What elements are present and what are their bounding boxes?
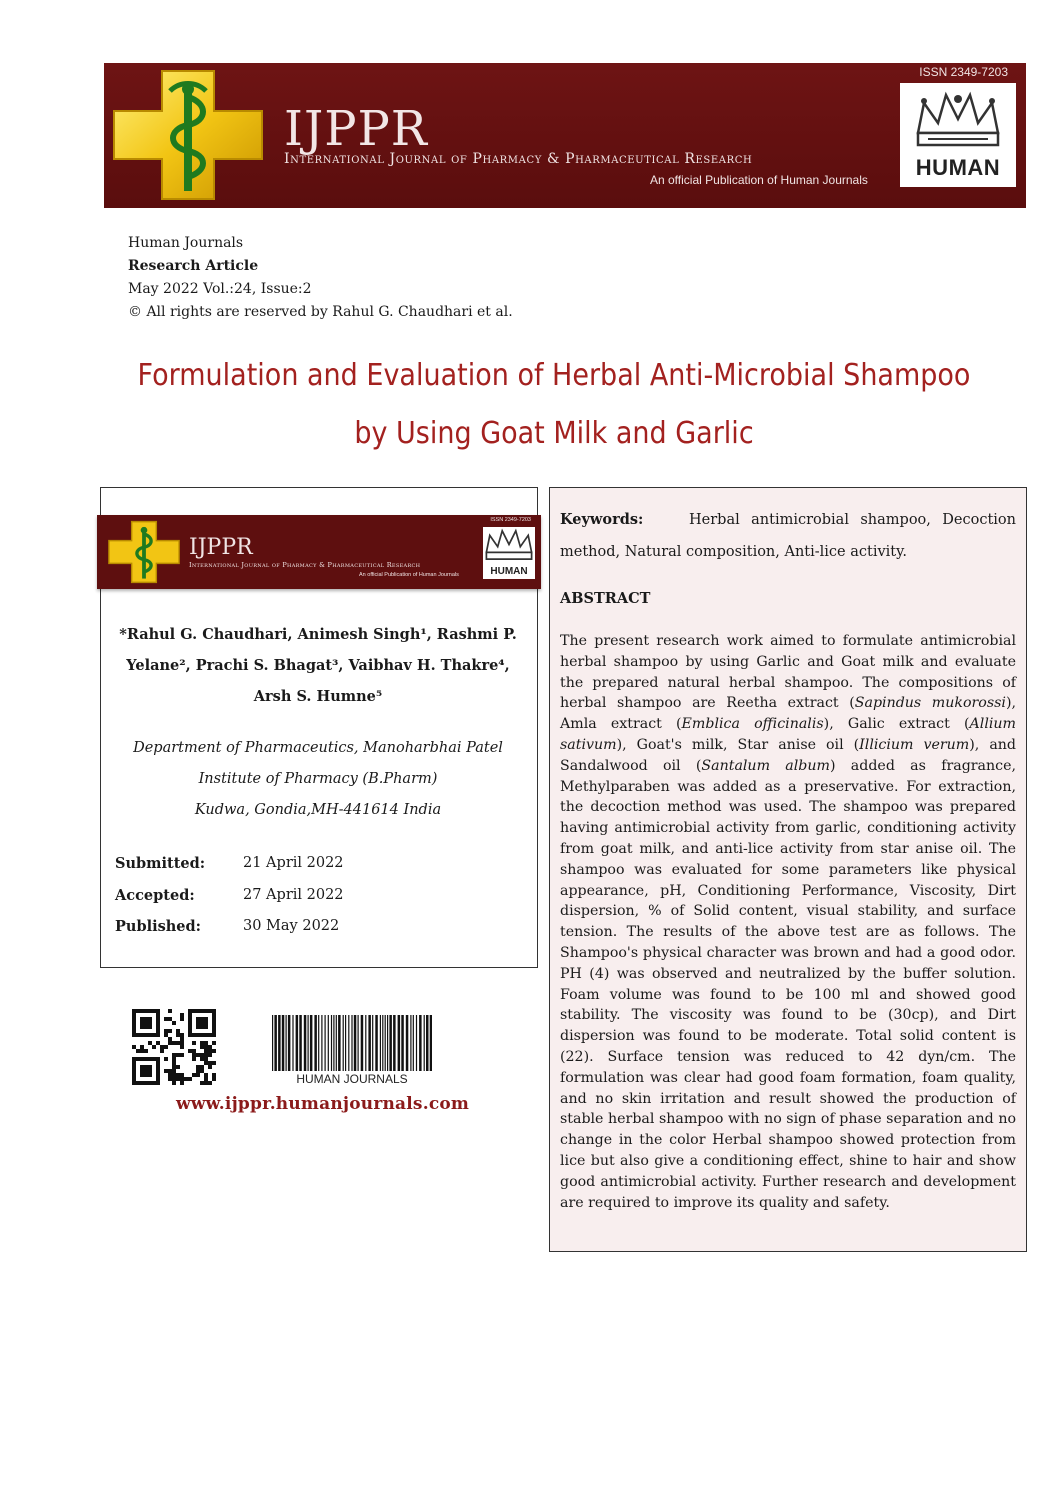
species-name: Illicium verum [859, 736, 970, 753]
title-line-1: Formulation and Evaluation of Herbal Anti-Microbial Shampoo [137, 358, 971, 393]
abstract-text-segment: ), Galic extract ( [823, 716, 970, 733]
banner-official-text: An official Publication of Human Journals [650, 173, 868, 187]
date-value: 21 April 2022 [243, 855, 344, 871]
date-label: Submitted: [115, 855, 206, 872]
paper-title [109, 347, 998, 463]
crown-icon [912, 89, 1004, 151]
abstract-text-segment: ) added as fragrance, Methylparaben was added as a preservative. For extraction, the decoction method was used. The shampoo was prepared having antimicrobial activity from garlic, conditioning activity from goat milk, and anti-lice activity from star anise oil. The shampoo was evaluated for some parameters like physical appearance, pH, Conditioning Performance, Viscosity, Dirt dispersion, % of Solid content, visual stability, and surface tension. The results of the above test are as follows. The Shampoo's physical character was brown and had a good odor. PH (4) was observed and neutralized by the buffer solution. Foam volume was found to be 100 ml and showed good stability. The viscosity was found to be (30cp), and Dirt dispersion was found to be moderate. Total solid content is (22). Surface tension was reduced to 42 dyn/cm. The formulation was clear had good foam formation, foam quality, and no skin irritation and result showed the production of stable herbal shampoo with no sign of phase separation and no change in the color Herbal shampoo showed protection from lice but also give a conditioning effect, shine to hair and show good antimicrobial activity. Further research and development are required to improve its quality and safety. [560, 757, 1017, 1211]
affil-line-1: Department of Pharmaceutics, Manoharbhai Patel [133, 740, 503, 756]
date-value: 27 April 2022 [243, 886, 344, 903]
banner-acronym: IJPPR [284, 101, 428, 157]
date-row-submitted [115, 848, 344, 880]
date-label: Accepted: [115, 886, 195, 904]
publication-dates [115, 848, 344, 943]
mini-human-text: HUMAN [490, 566, 528, 577]
mini-banner-journal: International Journal of Pharmacy & Pharmaceutical Research [189, 561, 421, 569]
mini-crown-icon [483, 527, 535, 563]
banner-journal-name: International Journal of Pharmacy & Pharmaceutical Research [284, 151, 753, 167]
mini-journal-banner [97, 515, 541, 589]
barcode-bars [272, 1015, 432, 1071]
species-name: Emblica officinalis [681, 716, 824, 733]
date-label: Published: [115, 918, 202, 935]
mini-caduceus-logo [107, 519, 181, 585]
abstract-text-segment: The present research work aimed to formulate antimicrobial herbal shampoo by using Garlic and Goat milk and evaluate the prepared natural herbal shampoo. The compositions of herbal shampoo are Reetha extract ( [560, 633, 1016, 712]
issue-info: May 2022 Vol.:24, Issue:2 [128, 281, 312, 297]
affil-line-3: Kudwa, Gondia,MH-441614 India [194, 802, 442, 818]
qr-code [132, 1009, 218, 1085]
mini-banner-issn: ISSN 2349-7203 [490, 517, 531, 523]
banner-issn: ISSN 2349-7203 [919, 65, 1008, 79]
species-name: Allium sativum [560, 716, 1016, 753]
publisher-name: Human Journals [128, 235, 244, 251]
date-value: 30 May 2022 [243, 918, 340, 934]
title-line-2: by Using Goat Milk and Garlic [354, 416, 754, 451]
mini-banner-acronym: IJPPR [189, 535, 253, 560]
authors-line-1: *Rahul G. Chaudhari, Animesh Singh¹, Rashmi P. [119, 626, 517, 643]
authors-line-3: Arsh S. Humne⁵ [253, 688, 383, 705]
human-publisher-logo [900, 83, 1016, 187]
keywords-text: Herbal antimicrobial shampoo, Decoction method, Natural composition, Anti-lice activity. [560, 512, 1017, 560]
barcode-text: HUMAN JOURNALS [296, 1072, 408, 1086]
abstract-body [560, 631, 1016, 1213]
species-name: Santalum album [701, 757, 830, 774]
abstract-heading: ABSTRACT [560, 590, 651, 607]
authors-line-2: Yelane², Prachi S. Bhagat³, Vaibhav H. Thakre⁴, [126, 657, 510, 674]
abstract-text-segment: ), Goat's milk, Star anise oil ( [616, 736, 860, 753]
journal-website-link[interactable]: www.ijppr.humanjournals.com [176, 1094, 470, 1114]
date-row-accepted [115, 880, 344, 912]
author-list [112, 619, 524, 712]
keywords-label: Keywords: [560, 511, 644, 528]
affil-line-2: Institute of Pharmacy (B.Pharm) [198, 771, 438, 787]
barcode [272, 1015, 432, 1085]
abstract-text-segment: ), and Sandalwood oil ( [560, 736, 1016, 774]
keywords [560, 504, 1016, 568]
species-name: Sapindus mukorossi [854, 695, 1006, 712]
mini-human-logo [483, 527, 535, 579]
rights-notice: © All rights are reserved by Rahul G. Chaudhari et al. [128, 304, 513, 320]
mini-banner-official: An official Publication of Human Journals [359, 572, 459, 578]
article-type: Research Article [128, 258, 259, 274]
abstract-text-segment: ), Amla extract ( [560, 695, 1016, 733]
journal-banner [104, 63, 1026, 208]
human-logo-text: HUMAN [915, 155, 1001, 180]
affiliation [112, 733, 524, 826]
date-row-published [115, 911, 344, 943]
article-meta [128, 232, 513, 324]
caduceus-cross-logo [110, 67, 266, 203]
